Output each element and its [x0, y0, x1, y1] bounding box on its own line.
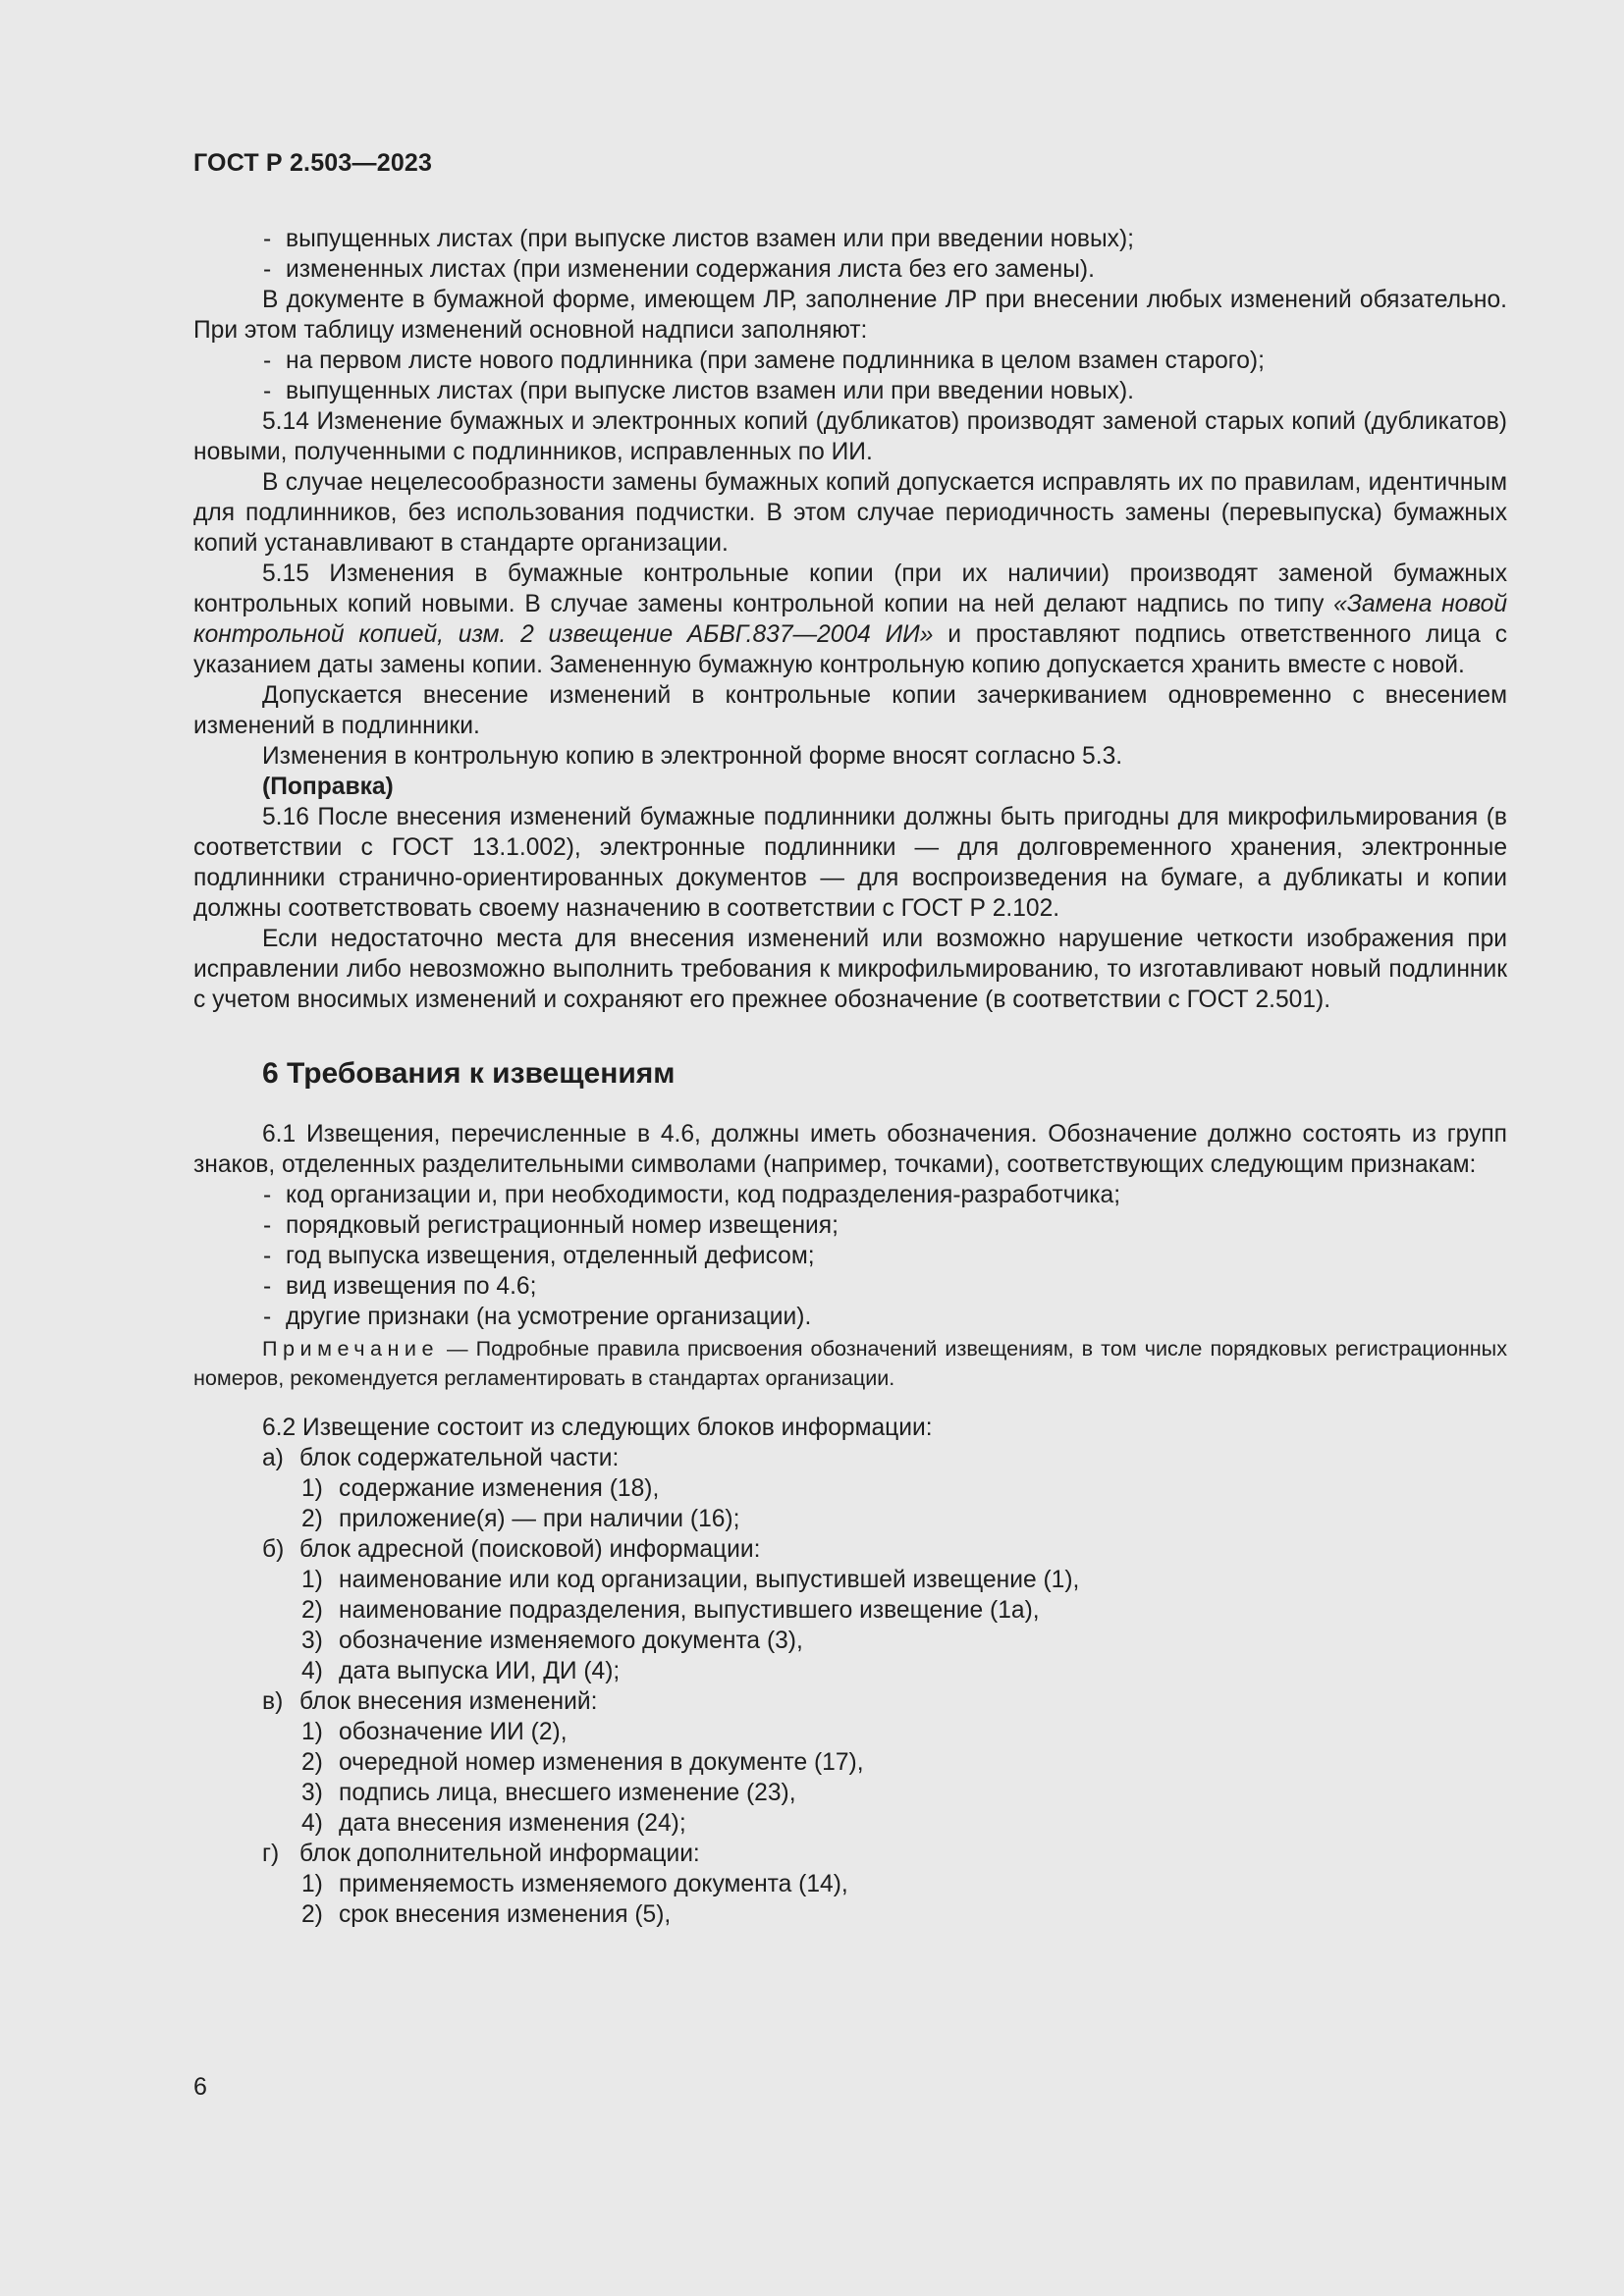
amendment-label: (Поправка)	[262, 774, 394, 800]
paragraph: Изменения в контрольную копию в электронной форме вносят согласно 5.3.	[262, 743, 1123, 770]
list-text: дата внесения изменения (24);	[339, 1810, 686, 1837]
list-marker: 2)	[301, 1506, 323, 1532]
list-text: блок адресной (поисковой) информации:	[299, 1536, 761, 1563]
document-body	[193, 224, 1507, 1930]
list-text: содержание изменения (18),	[339, 1475, 660, 1502]
list-item: - код организации и, при необходимости, код подразделения-разработчика;	[193, 1180, 1507, 1210]
list-text: наименование подразделения, выпустившего извещение (1а),	[339, 1597, 1040, 1624]
list-item	[193, 1747, 1507, 1778]
list-item: - вид извещения по 4.6;	[193, 1271, 1507, 1302]
list-marker: 4)	[301, 1810, 323, 1837]
list-marker: 1)	[301, 1871, 323, 1897]
list-item	[193, 1717, 1507, 1747]
list-text: очередной номер изменения в документе (17),	[339, 1749, 864, 1776]
list-item	[193, 1534, 1507, 1565]
paragraph-6-2: 6.2 Извещение состоит из следующих блоков информации:	[262, 1415, 933, 1441]
list-item: - выпущенных листах (при выпуске листов взамен или при введении новых);	[193, 224, 1507, 254]
list-text: блок внесения изменений:	[299, 1688, 598, 1715]
list-marker: 1)	[301, 1475, 323, 1502]
list-item	[193, 1626, 1507, 1656]
section-heading: 6 Требования к извещениям	[262, 1057, 676, 1090]
list-item	[193, 1656, 1507, 1686]
list-marker: в)	[262, 1688, 284, 1715]
list-marker: 1)	[301, 1567, 323, 1593]
list-item	[193, 1504, 1507, 1534]
list-text: обозначение ИИ (2),	[339, 1719, 568, 1745]
list-item	[193, 1778, 1507, 1808]
note	[193, 1334, 1507, 1393]
list-marker: 3)	[301, 1780, 323, 1806]
list-item	[193, 1869, 1507, 1899]
list-marker: 4)	[301, 1658, 323, 1684]
list-text: наименование или код организации, выпустившей извещение (1),	[339, 1567, 1080, 1593]
list-item	[193, 1443, 1507, 1473]
paragraph-text: и проставляют подпись ответственного лица с указанием даты замены копии. Замененную бумажную контрольную копию допускается хранить вместе с новой.	[193, 621, 1507, 678]
list-marker: 2)	[301, 1749, 323, 1776]
paragraph: В случае нецелесообразности замены бумажных копий допускается исправлять их по правилам, идентичным для подлинников, без использования подчистки. В этом случае периодичность замены (перевыпуска) бумажных копий устанавливают в стандарте организации.	[193, 469, 1507, 557]
italic-quote: «Замена новой контрольной копией, изм. 2 извещение АБВГ.837—2004 ИИ»	[193, 591, 1507, 648]
note-label: Примечание	[262, 1336, 439, 1361]
list-item	[193, 1839, 1507, 1869]
list-text: блок дополнительной информации:	[299, 1841, 700, 1867]
list-item: - другие признаки (на усмотрение организации).	[193, 1302, 1507, 1332]
list-marker: 2)	[301, 1597, 323, 1624]
page-number: 6	[193, 2073, 207, 2101]
list-text: обозначение изменяемого документа (3),	[339, 1628, 803, 1654]
list-item: - порядковый регистрационный номер извещения;	[193, 1210, 1507, 1241]
list-text: блок содержательной части:	[299, 1445, 620, 1471]
list-item	[193, 1899, 1507, 1930]
list-item	[193, 1595, 1507, 1626]
paragraph-6-1: 6.1 Извещения, перечисленные в 4.6, должны иметь обозначения. Обозначение должно состоять из групп знаков, отделенных разделительными символами (например, точками), соответствующих следующим признакам:	[193, 1121, 1507, 1178]
list-item: - на первом листе нового подлинника (при замене подлинника в целом взамен старого);	[193, 346, 1507, 376]
document-header: ГОСТ Р 2.503—2023	[193, 149, 433, 177]
list-item: - измененных листах (при изменении содержания листа без его замены).	[193, 254, 1507, 285]
list-item: - выпущенных листах (при выпуске листов взамен или при введении новых).	[193, 376, 1507, 406]
note-text: — Подробные правила присвоения обозначений извещениям, в том числе порядковых регистрационных номеров, рекомендуется регламентировать в стандартах организации.	[193, 1336, 1507, 1390]
paragraph: В документе в бумажной форме, имеющем ЛР, заполнение ЛР при внесении любых изменений обязательно. При этом таблицу изменений основной надписи заполняют:	[193, 287, 1507, 344]
list-item: - год выпуска извещения, отделенный дефисом;	[193, 1241, 1507, 1271]
list-marker: 2)	[301, 1901, 323, 1928]
paragraph-5-16: 5.16 После внесения изменений бумажные подлинники должны быть пригодны для микрофильмирования (в соответствии с ГОСТ 13.1.002), электронные подлинники — для долговременного хранения, электронные подлинники странично-ориентированных документов — для воспроизведения на бумаге, а дубликаты и копии должны соответствовать своему назначению в соответствии с ГОСТ Р 2.102.	[193, 804, 1507, 922]
list-marker: г)	[262, 1841, 280, 1867]
list-text: подпись лица, внесшего изменение (23),	[339, 1780, 796, 1806]
paragraph-5-15	[193, 559, 1507, 680]
paragraph: Если недостаточно места для внесения изменений или возможно нарушение четкости изображения при исправлении либо невозможно выполнить требования к микрофильмированию, то изготавливают новый подлинник с учетом вносимых изменений и сохраняют его прежнее обозначение (в соответствии с ГОСТ 2.501).	[193, 926, 1507, 1013]
list-text: приложение(я) — при наличии (16);	[339, 1506, 740, 1532]
list-marker: а)	[262, 1445, 284, 1471]
list-marker: 1)	[301, 1719, 323, 1745]
list-text: применяемость изменяемого документа (14),	[339, 1871, 848, 1897]
list-item	[193, 1565, 1507, 1595]
paragraph: Допускается внесение изменений в контрольные копии зачеркиванием одновременно с внесением изменений в подлинники.	[193, 682, 1507, 739]
list-text: дата выпуска ИИ, ДИ (4);	[339, 1658, 621, 1684]
paragraph-5-14: 5.14 Изменение бумажных и электронных копий (дубликатов) производят заменой старых копий (дубликатов) новыми, полученными с подлинников, исправленных по ИИ.	[193, 408, 1507, 465]
paragraph-text: 5.15 Изменения в бумажные контрольные копии (при их наличии) производят заменой бумажных контрольных копий новыми. В случае замены контрольной копии на ней делают надпись по типу	[193, 561, 1507, 617]
list-item	[193, 1686, 1507, 1717]
list-marker: б)	[262, 1536, 285, 1563]
list-text: срок внесения изменения (5),	[339, 1901, 672, 1928]
list-item	[193, 1473, 1507, 1504]
list-item	[193, 1808, 1507, 1839]
list-marker: 3)	[301, 1628, 323, 1654]
